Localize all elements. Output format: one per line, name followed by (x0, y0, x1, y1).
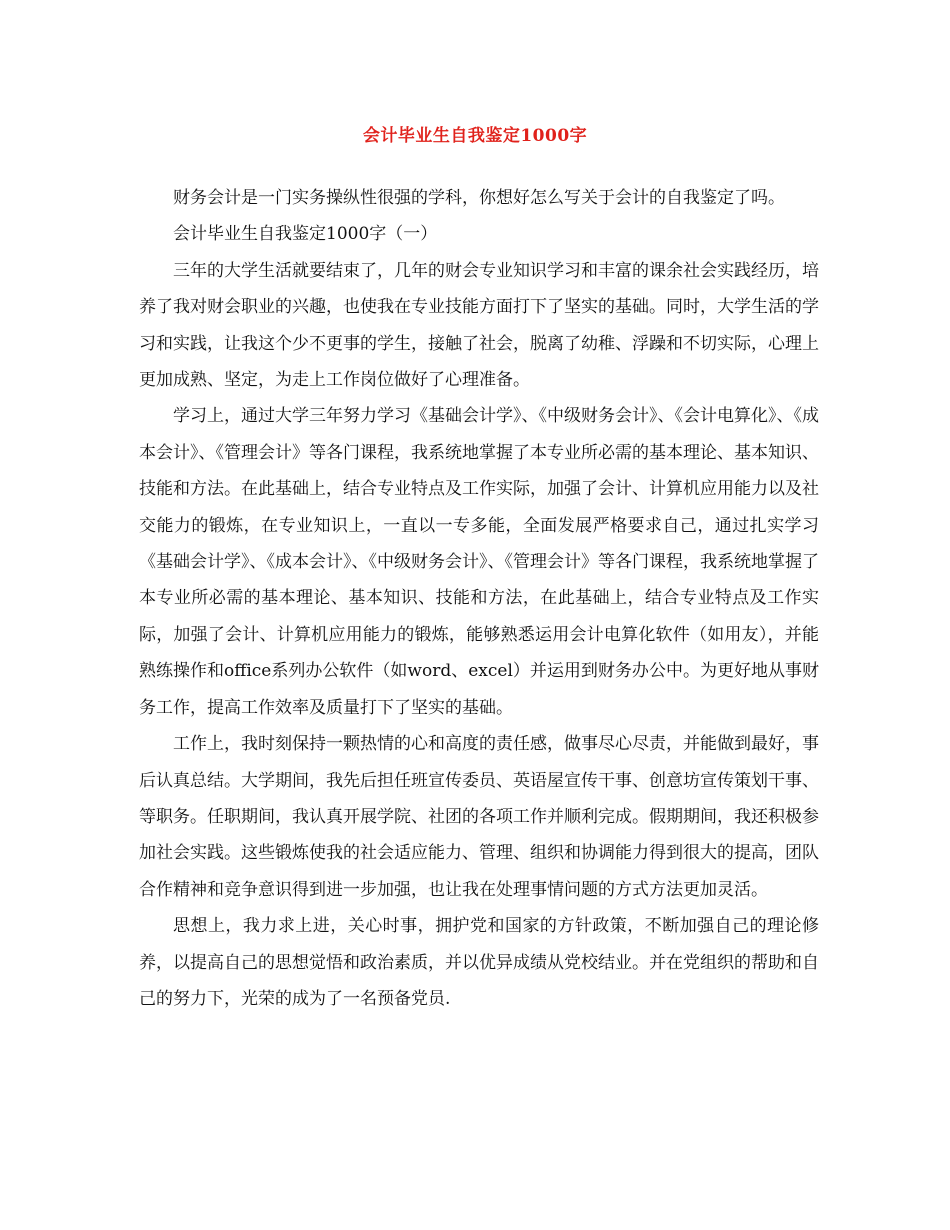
body-paragraph-summary: 三年的大学生活就要结束了，几年的财会专业知识学习和丰富的课余社会实践经历，培养了我对财会职业的兴趣，也使我在专业技能方面打下了坚实的基础。同时，大学生活的学习和实践，让我这个少不更事的学生，接触了社会，脱离了幼稚、浮躁和不切实际，心理上更加成熟、坚定，为走上工作岗位做好了心理准备。 (139, 260, 819, 391)
document-body (139, 180, 819, 1017)
document-title: 会计毕业生自我鉴定1000字 (362, 126, 588, 146)
body-paragraph-work: 工作上，我时刻保持一颗热情的心和高度的责任感，做事尽心尽责，并能做到最好，事后认真总结。大学期间，我先后担任班宣传委员、英语屋宣传干事、创意坊宣传策划干事、等职务。任职期间，我认真开展学院、社团的各项工作并顺利完成。假期期间，我还积极参加社会实践。这些锻炼使我的社会适应能力、管理、组织和协调能力得到很大的提高，团队合作精神和竞争意识得到进一步加强，也让我在处理事情问题的方式方法更加灵活。 (139, 734, 819, 900)
section-heading: 会计毕业生自我鉴定1000字（一） (173, 224, 438, 245)
body-paragraph-thought: 思想上，我力求上进，关心时事，拥护党和国家的方针政策，不断加强自己的理论修养，以提高自己的思想觉悟和政治素质，并以优异成绩从党校结业。并在党组织的帮助和自己的努力下，光荣的成为了一名预备党员. (139, 916, 819, 1009)
body-paragraph-study: 学习上，通过大学三年努力学习《基础会计学》、《中级财务会计》、《会计电算化》、《成本会计》、《管理会计》等各门课程，我系统地掌握了本专业所必需的基本理论、基本知识、技能和方法。在此基础上，结合专业特点及工作实际，加强了会计、计算机应用能力以及社交能力的锻炼，在专业知识上，一直以一专多能，全面发展严格要求自己，通过扎实学习《基础会计学》、《成本会计》、《中级财务会计》、《管理会计》等各门课程，我系统地掌握了本专业所必需的基本理论、基本知识、技能和方法，在此基础上，结合专业特点及工作实际，加强了会计、计算机应用能力的锻炼，能够熟悉运用会计电算化软件（如用友），并能熟练操作和office系列办公软件（如word、excel）并运用到财务办公中。为更好地从事财务工作，提高工作效率及质量打下了坚实的基础。 (139, 406, 819, 718)
intro-paragraph: 财务会计是一门实务操纵性很强的学科，你想好怎么写关于会计的自我鉴定了吗。 (173, 188, 785, 208)
